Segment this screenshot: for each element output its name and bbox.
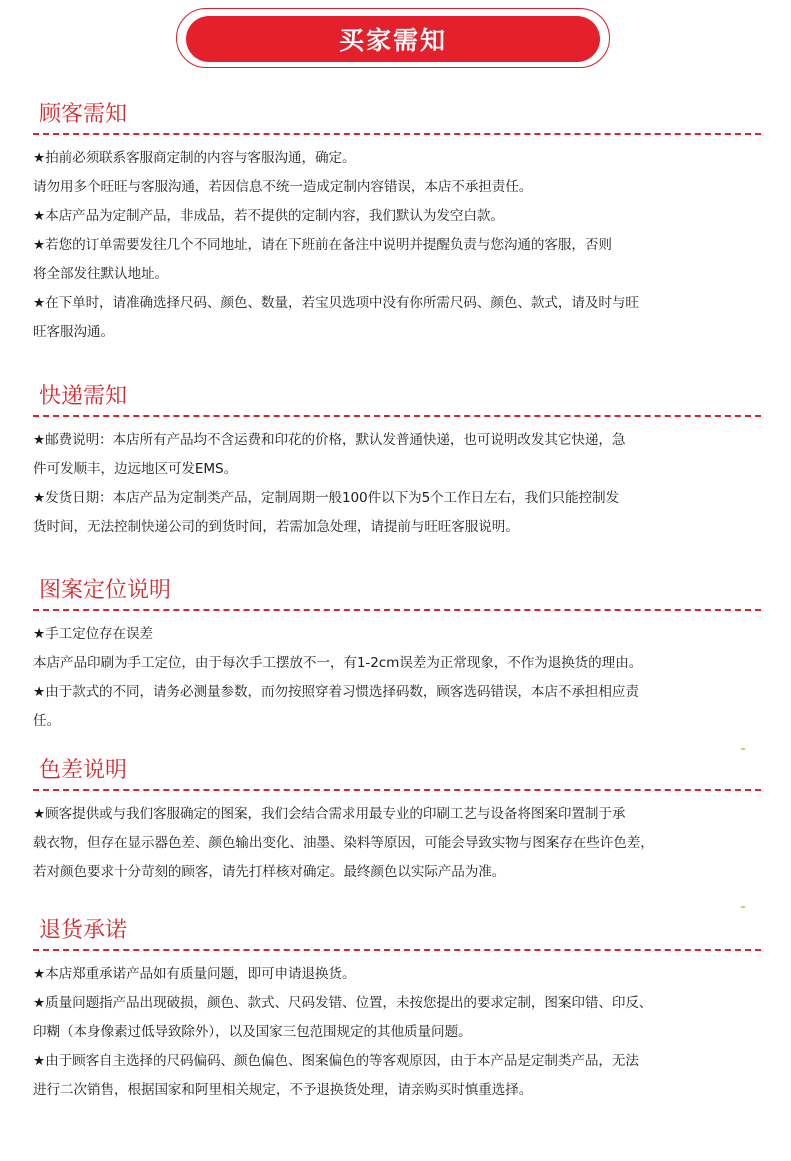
- section-title: 顾客需知: [39, 102, 128, 127]
- notice-line: 货时间，无法控制快递公司的到货时间，若需加急处理，请提前与旺旺客服说明。: [33, 519, 519, 535]
- notice-line: ★手工定位存在误差: [33, 626, 154, 642]
- notice-line: ★由于顾客自主选择的尺码偏码、颜色偏色、图案偏色的等客观原因，由于本产品是定制类产品，无法: [33, 1053, 639, 1069]
- section-return-policy: [33, 917, 763, 1105]
- header-banner: [186, 16, 600, 62]
- notice-line: 进行二次销售，根据国家和阿里相关规定，不予退换货处理，请亲购买时慎重选择。: [33, 1082, 533, 1098]
- notice-line: ★由于款式的不同，请务必测量参数，而勿按照穿着习惯选择码数，顾客选码错误，本店不承担相应责: [33, 684, 639, 700]
- notice-line: 任。: [33, 713, 60, 729]
- decorative-speck: [741, 748, 745, 750]
- notice-line: 将全部发往默认地址。: [33, 266, 168, 282]
- notice-line: ★在下单时，请准确选择尺码、颜色、数量，若宝贝选项中没有你所需尺码、颜色、款式，请及时与旺: [33, 295, 639, 311]
- section-title: 退货承诺: [39, 918, 128, 943]
- notice-line: ★顾客提供或与我们客服确定的图案，我们会结合需求用最专业的印刷工艺与设备将图案印置制于承: [33, 806, 626, 822]
- section-divider: [33, 949, 761, 951]
- notice-line: ★邮费说明：本店所有产品均不含运费和印花的价格，默认发普通快递，也可说明改发其它快递，急: [33, 432, 626, 448]
- notice-line: ★拍前必须联系客服商定制的内容与客服沟通，确定。: [33, 150, 356, 166]
- notice-line: ★若您的订单需要发往几个不同地址，请在下班前在备注中说明并提醒负责与您沟通的客服，否则: [33, 237, 612, 253]
- section-title: 色差说明: [39, 758, 128, 783]
- notice-line: 本店产品印刷为手工定位，由于每次手工摆放不一，有1-2cm误差为正常现象，不作为退换货的理由。: [33, 655, 643, 671]
- notice-line: 印糊（本身像素过低导致除外），以及国家三包范围规定的其他质量问题。: [33, 1024, 472, 1040]
- notice-line: ★本店产品为定制产品，非成品，若不提供的定制内容，我们默认为发空白款。: [33, 208, 504, 224]
- section-customer-notice: [33, 101, 763, 347]
- page-title: 买家需知: [338, 26, 447, 55]
- notice-line: ★质量问题指产品出现破损，颜色、款式、尺码发错、位置，未按您提出的要求定制，图案印错、印反、: [33, 995, 653, 1011]
- section-shipping-notice: [33, 383, 763, 542]
- notice-line: 请勿用多个旺旺与客服沟通，若因信息不统一造成定制内容错误，本店不承担责任。: [33, 179, 533, 195]
- section-divider: [33, 415, 761, 417]
- notice-line: 载衣物，但存在显示器色差、颜色输出变化、油墨、染料等原因，可能会导致实物与图案存在些许色差，: [33, 835, 654, 851]
- section-title: 快递需知: [39, 384, 128, 409]
- section-title: 图案定位说明: [39, 578, 172, 603]
- notice-line: ★发货日期：本店产品为定制类产品，定制周期一般100件以下为5个工作日左右，我们只能控制发: [33, 490, 620, 506]
- notice-line: 件可发顺丰，边远地区可发EMS。: [33, 461, 238, 477]
- decorative-speck: [741, 906, 745, 908]
- notice-line: 若对颜色要求十分苛刻的顾客，请先打样核对确定。最终颜色以实际产品为准。: [33, 864, 506, 880]
- section-print-position: [33, 577, 763, 736]
- section-divider: [33, 609, 761, 611]
- section-divider: [33, 789, 761, 791]
- notice-line: ★本店郑重承诺产品如有质量问题，即可申请退换货。: [33, 966, 356, 982]
- notice-line: 旺客服沟通。: [33, 324, 114, 340]
- section-color-difference: [33, 757, 763, 887]
- section-divider: [33, 133, 761, 135]
